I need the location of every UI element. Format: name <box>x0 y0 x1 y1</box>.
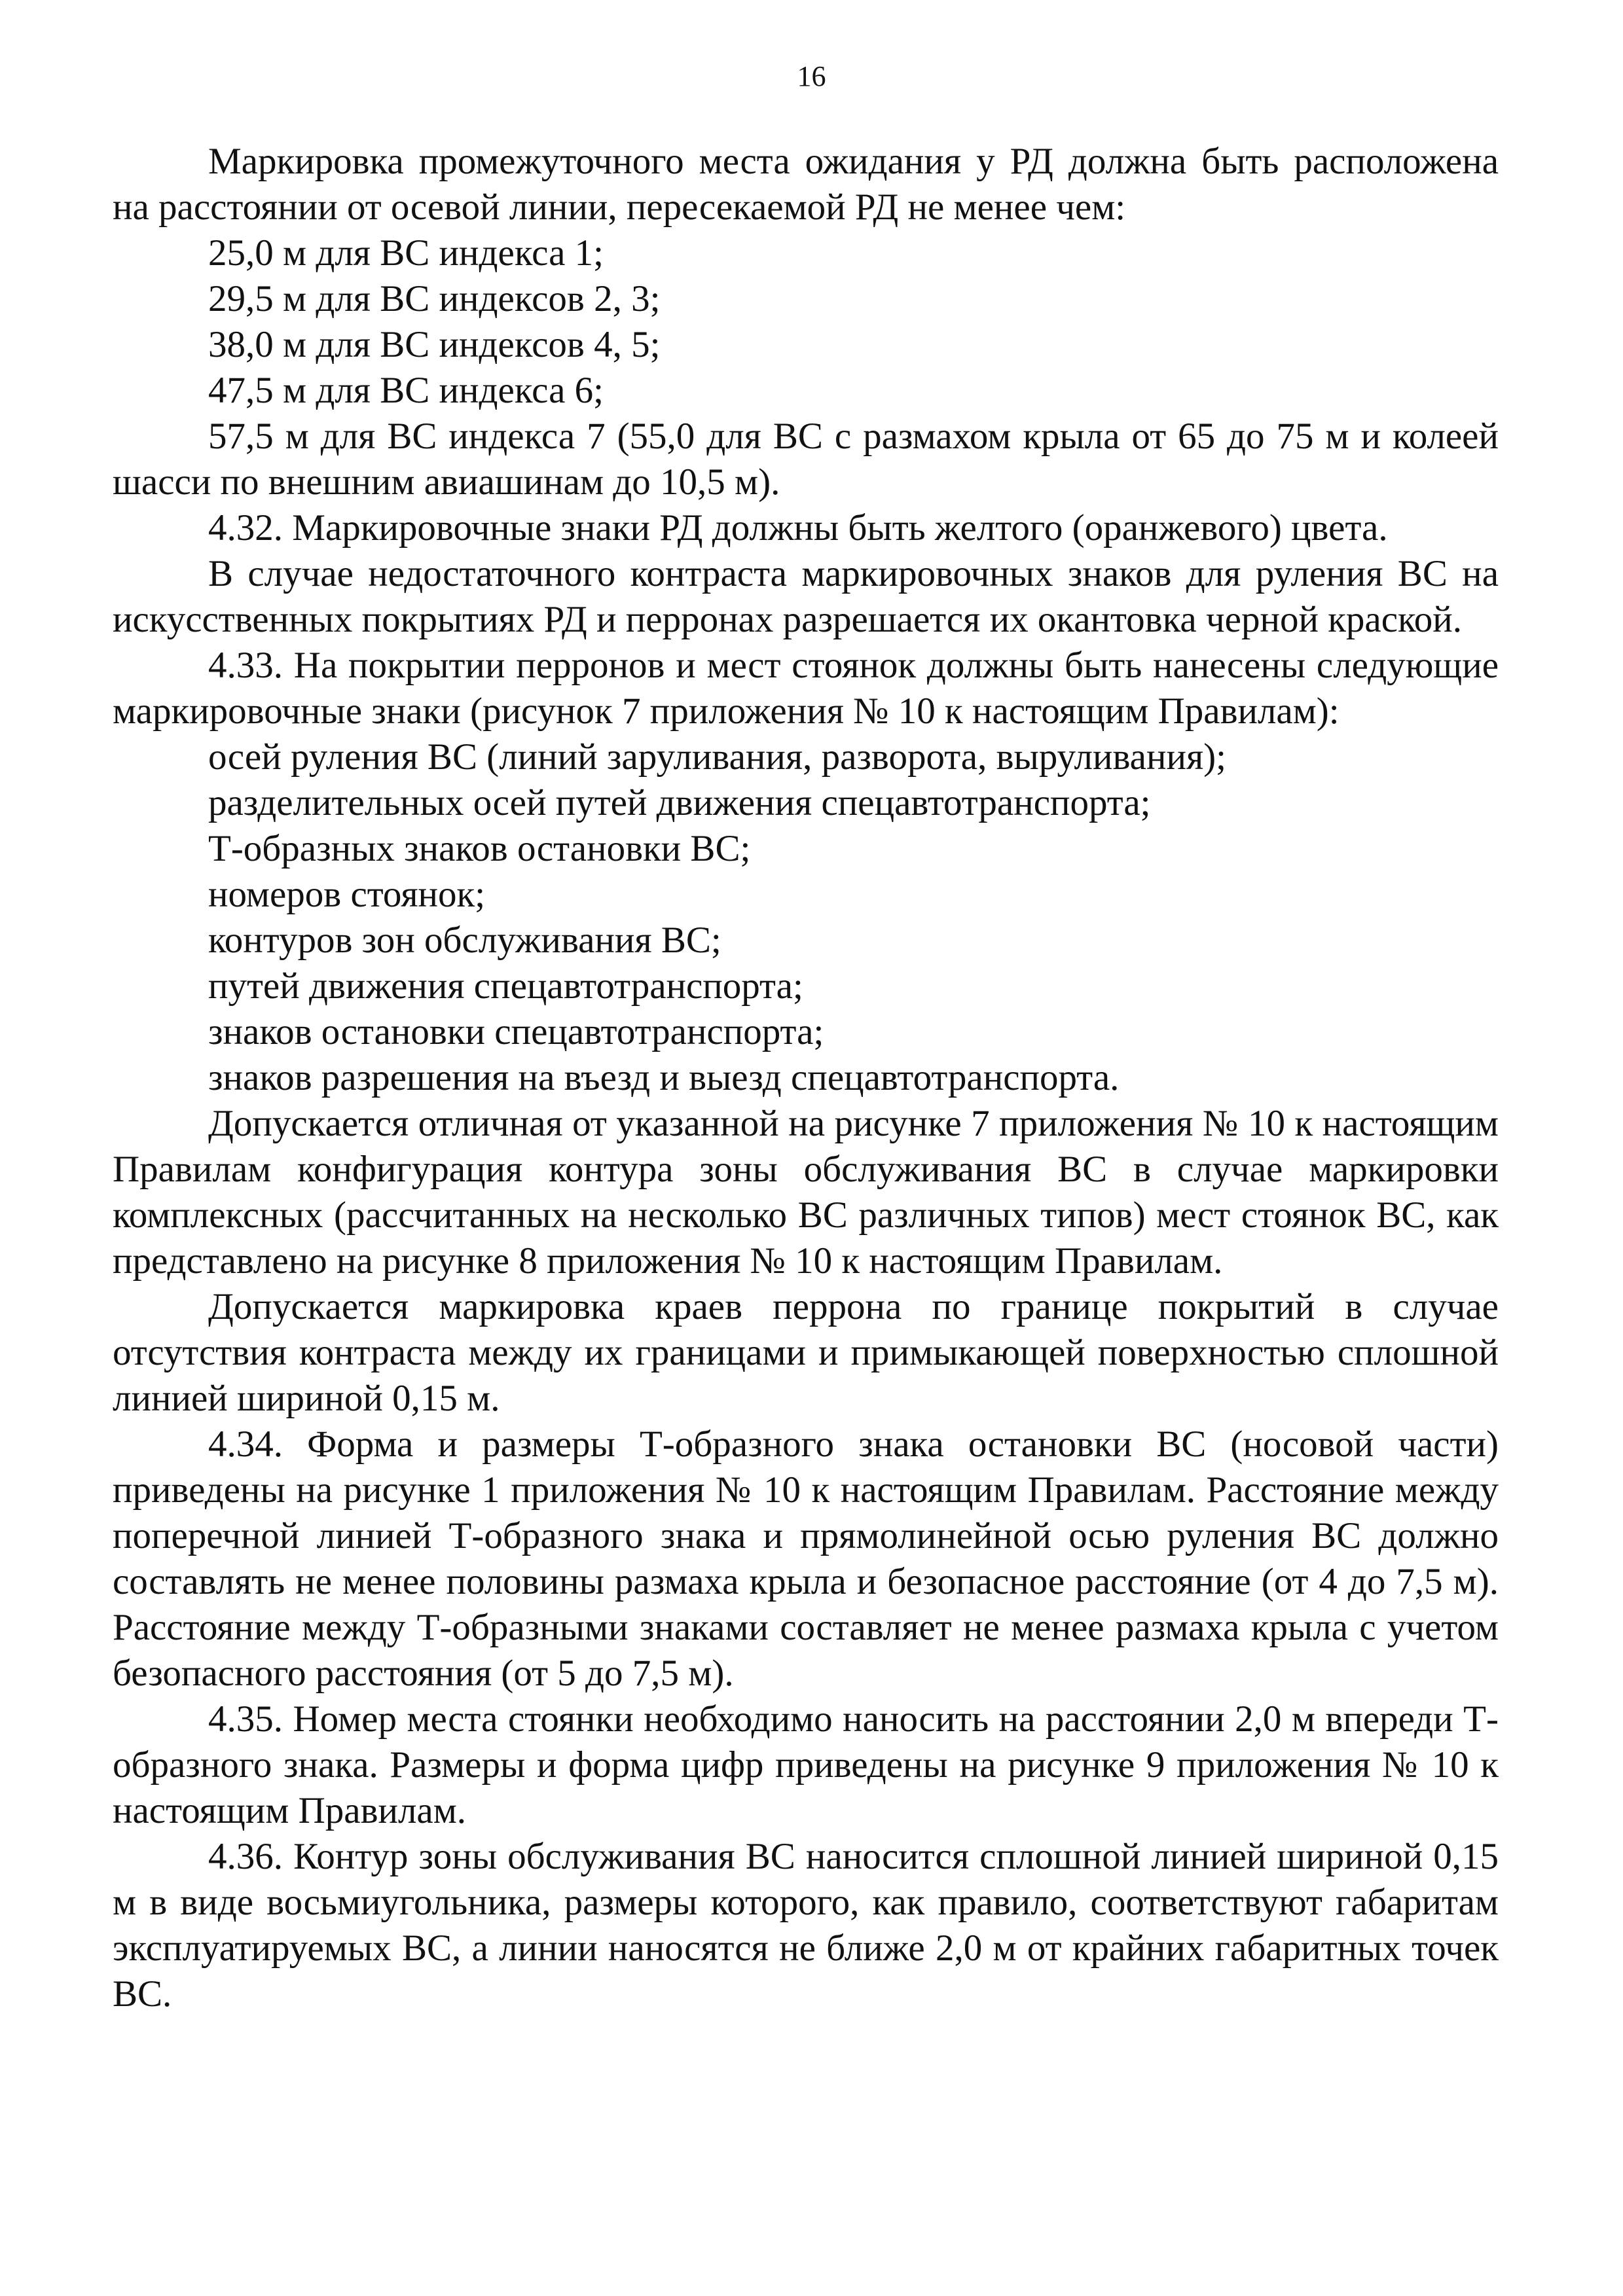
marking-list-item: контуров зон обслуживания ВС; <box>208 920 721 961</box>
paragraph-4-33: 4.33. На покрытии перронов и мест стоянок должны быть нанесены следующие маркировочные знаки (рисунок 7 приложения № 10 к настоящим Правилам): <box>113 645 1499 732</box>
page-number: 16 <box>797 60 826 92</box>
list-item-index-2-3: 29,5 м для ВС индексов 2, 3; <box>208 278 661 319</box>
body-text <box>113 139 1499 2017</box>
marking-list-item: знаков остановки спецавтотранспорта; <box>208 1011 824 1052</box>
list-item-index-6: 47,5 м для ВС индекса 6; <box>208 370 604 411</box>
marking-list-item: осей руления ВС (линий заруливания, разворота, выруливания); <box>208 736 1227 778</box>
list-item-index-4-5: 38,0 м для ВС индексов 4, 5; <box>208 324 661 365</box>
marking-list-item: разделительных осей путей движения спецавтотранспорта; <box>208 782 1151 823</box>
paragraph-holding-position-marking: Маркировка промежуточного места ожидания у РД должна быть расположена на расстоянии от осевой линии, пересекаемой РД не менее чем: <box>113 141 1499 228</box>
marking-list-item: Т-образных знаков остановки ВС; <box>208 828 751 869</box>
paragraph-contrast-outline: В случае недостаточного контраста маркировочных знаков для руления ВС на искусственных покрытиях РД и перронах разрешается их окантовка черной краской. <box>113 553 1499 640</box>
marking-list-item: номеров стоянок; <box>208 874 486 915</box>
paragraph-4-32: 4.32. Маркировочные знаки РД должны быть желтого (оранжевого) цвета. <box>208 507 1388 548</box>
paragraph-4-34: 4.34. Форма и размеры Т-образного знака остановки ВС (носовой части) приведены на рисунке 1 приложения № 10 к настоящим Правилам. Расстояние между поперечной линией Т-образного знака и прямолинейной осью руления ВС должно составлять не менее половины размаха крыла и безопасное расстояние (от 4 до 7,5 м). Расстояние между Т-образными знаками составляет не менее размаха крыла с учетом безопасного расстояния (от 5 до 7,5 м). <box>113 1424 1499 1694</box>
marking-list-item: знаков разрешения на въезд и выезд спецавтотранспорта. <box>208 1057 1120 1098</box>
marking-list-item: путей движения спецавтотранспорта; <box>208 965 803 1007</box>
paragraph-service-zone-configuration: Допускается отличная от указанной на рисунке 7 приложения № 10 к настоящим Правилам конфигурация контура зоны обслуживания ВС в случае маркировки комплексных (рассчитанных на несколько ВС различных типов) мест стоянок ВС, как представлено на рисунке 8 приложения № 10 к настоящим Правилам. <box>113 1103 1499 1282</box>
paragraph-4-35: 4.35. Номер места стоянки необходимо наносить на расстоянии 2,0 м впереди Т-образного знака. Размеры и форма цифр приведены на рисунке 9 приложения № 10 к настоящим Правилам. <box>113 1698 1499 1831</box>
list-item-index-1: 25,0 м для ВС индекса 1; <box>208 232 604 274</box>
paragraph-index-7: 57,5 м для ВС индекса 7 (55,0 для ВС с размахом крыла от 65 до 75 м и колеей шасси по внешним авиашинам до 10,5 м). <box>113 416 1499 503</box>
paragraph-4-36: 4.36. Контур зоны обслуживания ВС наносится сплошной линией шириной 0,15 м в виде восьмиугольника, размеры которого, как правило, соответствуют габаритам эксплуатируемых ВС, а линии наносятся не ближе 2,0 м от крайних габаритных точек ВС. <box>113 1836 1499 2015</box>
paragraph-apron-edge-marking: Допускается маркировка краев перрона по границе покрытий в случае отсутствия контраста между их границами и примыкающей поверхностью сплошной линией шириной 0,15 м. <box>113 1286 1499 1419</box>
